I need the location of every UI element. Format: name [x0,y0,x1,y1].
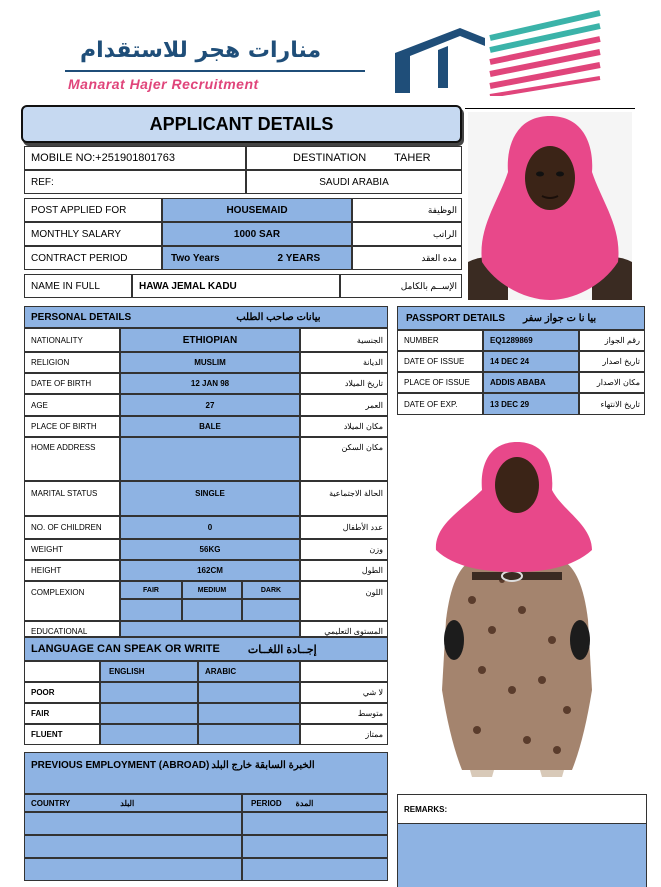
religion-ar: الديانة [300,352,388,373]
complexion-box-medium [182,599,242,621]
dob-value: 12 JAN 98 [120,373,300,394]
language-title-ar: إجــادة اللغــات [247,643,317,656]
mobile-number: MOBILE NO:+251901801763 [24,146,246,170]
contract-value-2: 2 YEARS [277,252,321,264]
passport-number-value: EQ1289869 [483,330,579,351]
nationality-ar: الجنسية [300,328,388,352]
name-label: NAME IN FULL [24,274,132,298]
language-col-english: ENGLISH [100,661,198,682]
passport-issue-ar: تاريخ اصدار [579,351,645,372]
name-ar: الإســم بالكامل [340,274,462,298]
salary-value: 1000 SAR [162,222,352,246]
home-address-ar: مكان السكن [300,437,388,481]
weight-ar: وزن [300,539,388,560]
post-value: HOUSEMAID [162,198,352,222]
language-fair-english [100,703,198,724]
company-name-arabic: منارات هجر للاستقدام [80,38,322,63]
ref-label: REF: [24,170,246,194]
employment-row-3-country [24,858,242,881]
place-of-birth-label: PLACE OF BIRTH [24,416,120,437]
language-title: LANGUAGE CAN SPEAK OR WRITE [31,643,220,655]
applicant-full-body-photo [432,440,602,780]
employment-row-3-period [242,858,388,881]
passport-place-value: ADDIS ABABA [483,372,579,393]
passport-expiry-value: 13 DEC 29 [483,393,579,415]
children-ar: عدد الأطفال [300,516,388,539]
destination-value: TAHER [394,152,431,164]
country: SAUDI ARABIA [246,170,462,194]
employment-country-ar: البلد [120,798,135,808]
language-poor-arabic [198,682,300,703]
place-of-birth-ar: مكان الميلاد [300,416,388,437]
educational-value [120,621,300,637]
passport-title: PASSPORT DETAILS [406,312,506,324]
language-fluent-arabic [198,724,300,745]
applicant-headshot-photo [468,112,632,300]
marital-status-value: SINGLE [120,481,300,516]
passport-number-ar: رقم الجواز [579,330,645,351]
salary-label: MONTHLY SALARY [24,222,162,246]
passport-expiry-label: DATE OF EXP. [397,393,483,415]
personal-details-title: PERSONAL DETAILS [31,311,132,323]
passport-place-ar: مكان الاصدار [579,372,645,393]
company-logo [60,8,620,98]
house-logo-icon [390,8,605,96]
contract-label: CONTRACT PERIOD [24,246,162,270]
place-of-birth-value: BALE [120,416,300,437]
contract-ar: مده العقد [352,246,462,270]
dob-ar: تاريخ الميلاد [300,373,388,394]
company-name-english: Manarat Hajer Recruitment [68,76,259,92]
passport-issue-value: 14 DEC 24 [483,351,579,372]
passport-place-label: PLACE OF ISSUE [397,372,483,393]
remarks-top-strip [397,794,647,824]
page-title-text: APPLICANT DETAILS [149,113,334,134]
language-corner [24,661,100,682]
children-label: NO. OF CHILDREN [24,516,120,539]
complexion-option-dark: DARK [242,581,300,599]
language-corner-ar [300,661,388,682]
nationality-label: NATIONALITY [24,328,120,352]
passport-issue-label: DATE OF ISSUE [397,351,483,372]
salary-ar: الراتب [352,222,462,246]
post-label: POST APPLIED FOR [24,198,162,222]
home-address-label: HOME ADDRESS [24,437,120,481]
language-header [24,637,388,661]
employment-country-header [24,794,242,812]
complexion-box-dark [242,599,300,621]
employment-title-ar: الخبرة السابقة خارج البلد [211,760,315,771]
passport-expiry-ar: تاريخ الانتهاء [579,393,645,415]
marital-status-label: MARITAL STATUS [24,481,120,516]
age-value: 27 [120,394,300,416]
remarks-label: REMARKS: [404,804,448,814]
destination [246,146,462,170]
language-col-arabic: ARABIC [198,661,300,682]
height-ar: الطول [300,560,388,581]
passport-title-ar: بيا نا ت جواز سفر [523,312,597,324]
language-fair-label: FAIR [24,703,100,724]
language-fluent-english [100,724,198,745]
header-rule [465,108,635,109]
page-title [21,105,462,143]
personal-details-header [24,306,388,328]
religion-label: RELIGION [24,352,120,373]
language-poor-english [100,682,198,703]
complexion-option-fair: FAIR [120,581,182,599]
complexion-box-fair [120,599,182,621]
religion-value: MUSLIM [120,352,300,373]
language-fair-ar: متوسط [300,703,388,724]
language-fair-arabic [198,703,300,724]
weight-label: WEIGHT [24,539,120,560]
employment-row-2-country [24,835,242,858]
complexion-label: COMPLEXION [24,581,120,621]
employment-country-label: COUNTRY [31,798,71,808]
destination-label: DESTINATION [293,152,367,164]
language-fluent-ar: ممتاز [300,724,388,745]
employment-row-2-period [242,835,388,858]
home-address-value [120,437,300,481]
age-ar: العمر [300,394,388,416]
personal-details-title-ar: بيانات صاحب الطلب [236,311,321,323]
employment-title: PREVIOUS EMPLOYMENT (ABROAD) [31,760,210,771]
dob-label: DATE OF BIRTH [24,373,120,394]
complexion-ar: اللون [300,581,388,621]
nationality-value: ETHIOPIAN [120,328,300,352]
contract-value [162,246,352,270]
age-label: AGE [24,394,120,416]
contract-value-1: Two Years [171,252,220,264]
employment-period-ar: المدة [295,798,314,808]
employment-period-label: PERIOD [251,798,282,808]
marital-status-ar: الحالة الاجتماعية [300,481,388,516]
height-value: 162CM [120,560,300,581]
height-label: HEIGHT [24,560,120,581]
weight-value: 56KG [120,539,300,560]
employment-row-1-period [242,812,388,835]
educational-label: EDUCATIONAL [24,621,120,637]
passport-number-label: NUMBER [397,330,483,351]
language-poor-label: POOR [24,682,100,703]
employment-header [24,752,388,794]
educational-ar: المستوى التعليمي [300,621,388,637]
children-value: 0 [120,516,300,539]
logo-underline [65,70,365,72]
employment-row-1-country [24,812,242,835]
employment-period-header [242,794,388,812]
name-value: HAWA JEMAL KADU [132,274,340,298]
language-poor-ar: لا شي [300,682,388,703]
language-fluent-label: FLUENT [24,724,100,745]
post-ar: الوظيفة [352,198,462,222]
complexion-option-medium: MEDIUM [182,581,242,599]
passport-header [397,306,645,330]
